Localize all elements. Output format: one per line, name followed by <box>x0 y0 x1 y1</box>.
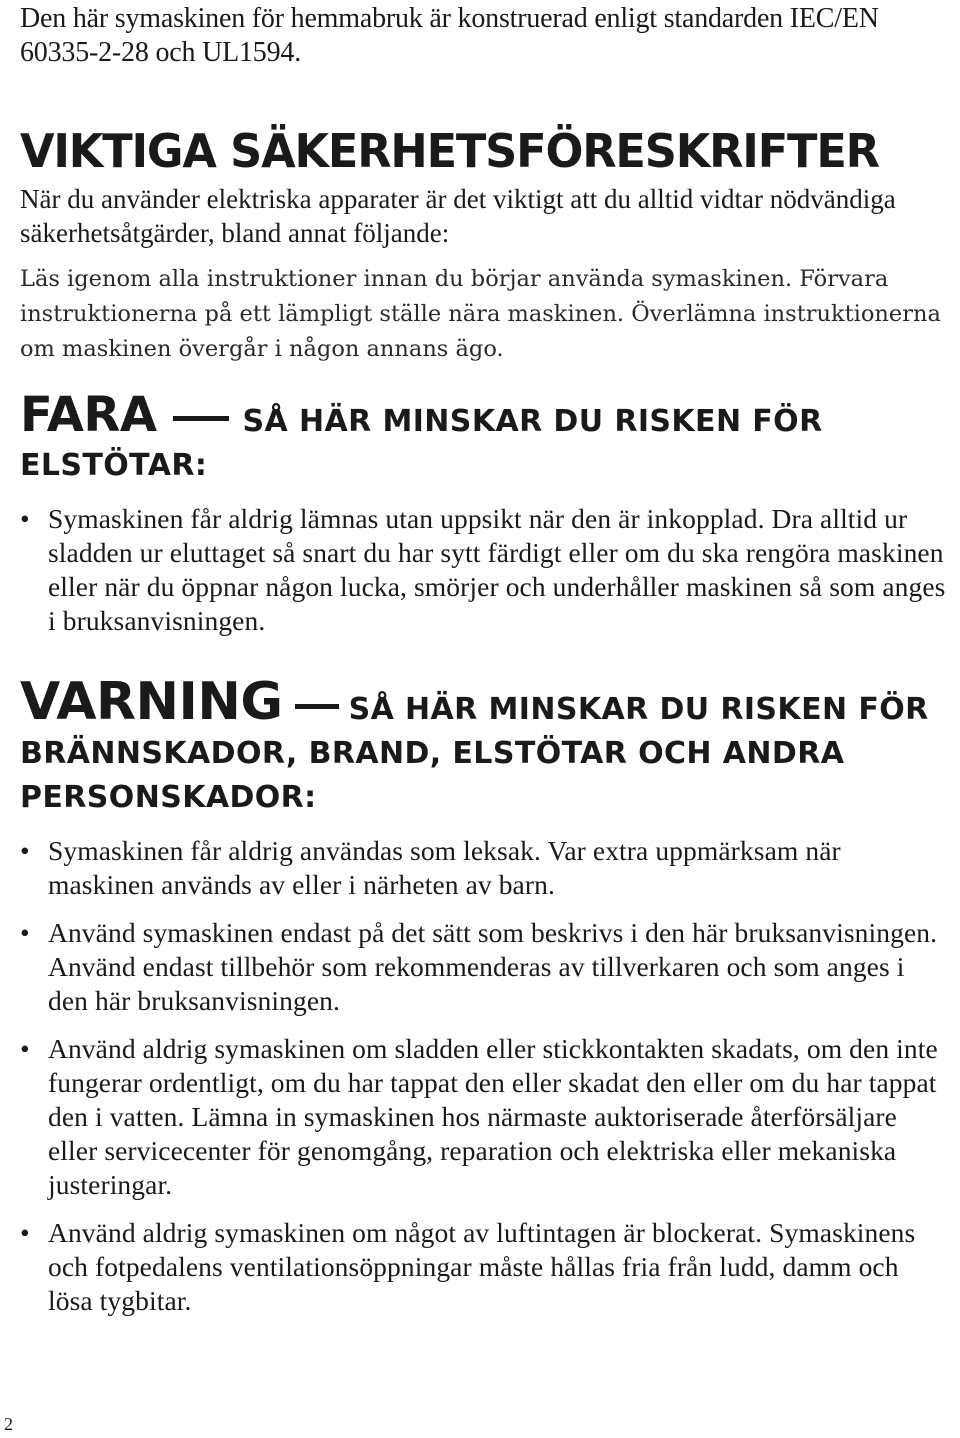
read-instructions-paragraph: Läs igenom alla instruktioner innan du börjar använda symaskinen. Förvara instruktionerna på ett lämpligt ställe nära maskinen. Överlämna instruktionerna om maskinen övergår i någon annans ägo. <box>20 266 941 362</box>
bullet-icon: • <box>20 917 30 948</box>
page-number: 2 <box>4 1414 13 1434</box>
varning-label: VARNING <box>20 672 283 732</box>
bullet-icon: • <box>20 1217 30 1248</box>
varning-heading-text: SÅ HÄR MINSKAR DU RISKEN FÖR BRÄNNSKADOR, BRAND, ELSTÖTAR OCH ANDRA PERSONSKADOR: <box>20 692 929 815</box>
bullet-icon: • <box>20 835 30 866</box>
fara-list <box>20 502 950 638</box>
intro-precautions-paragraph: När du använder elektriska apparater är det viktigt att du alltid vidtar nödvändiga säkerhetsåtgärder, bland annat följande: <box>20 184 896 248</box>
bullet-icon: • <box>20 1033 30 1064</box>
document-page <box>20 0 950 1332</box>
list-item-text: Symaskinen får aldrig lämnas utan uppsikt när den är inkopplad. Dra alltid ur sladden ur eluttaget så snart du har sytt färdigt eller om du ska rengöra maskinen eller när du öppnar någon lucka, smörjer och underhåller maskinen så som anges i bruksanvisningen. <box>48 503 946 636</box>
heading-dash <box>173 416 229 421</box>
heading-dash <box>295 704 339 709</box>
fara-heading <box>20 387 950 488</box>
list-item-text: Använd symaskinen endast på det sätt som beskrivs i den här bruksanvisningen. Använd endast tillbehör som rekommenderas av tillverkaren och som anges i den här bruksanvisningen. <box>48 917 938 1016</box>
list-item-text: Använd aldrig symaskinen om sladden eller stickkontakten skadats, om den inte fungerar ordentligt, om du har tappat den eller skadat den eller om du har tappat den i vatten. Lämna in symaskinen hos närmaste auktoriserade återförsäljare eller servicecenter för genomgång, reparation och elektriska eller mekaniska justeringar. <box>48 1033 938 1200</box>
list-item <box>20 502 950 638</box>
bullet-icon: • <box>20 503 30 534</box>
fara-label: FARA <box>20 387 157 443</box>
list-item <box>20 916 950 1018</box>
list-item <box>20 1216 950 1318</box>
list-item-text: Använd aldrig symaskinen om något av luftintagen är blockerat. Symaskinens och fotpedalens ventilationsöppningar måste hållas fria från ludd, damm och lösa tygbitar. <box>48 1217 916 1316</box>
intro-paragraph: Den här symaskinen för hemmabruk är konstruerad enligt standarden IEC/EN 60335-2-28 och UL1594. <box>20 3 879 68</box>
fara-heading-text: SÅ HÄR MINSKAR DU RISKEN FÖR ELSTÖTAR: <box>20 404 823 483</box>
list-item <box>20 834 950 902</box>
varning-heading <box>20 672 950 820</box>
list-item <box>20 1032 950 1202</box>
main-title: VIKTIGA SÄKERHETSFÖRESKRIFTER <box>20 124 879 178</box>
varning-list <box>20 834 950 1318</box>
list-item-text: Symaskinen får aldrig användas som leksak. Var extra uppmärksam när maskinen används av eller i närheten av barn. <box>48 835 841 900</box>
